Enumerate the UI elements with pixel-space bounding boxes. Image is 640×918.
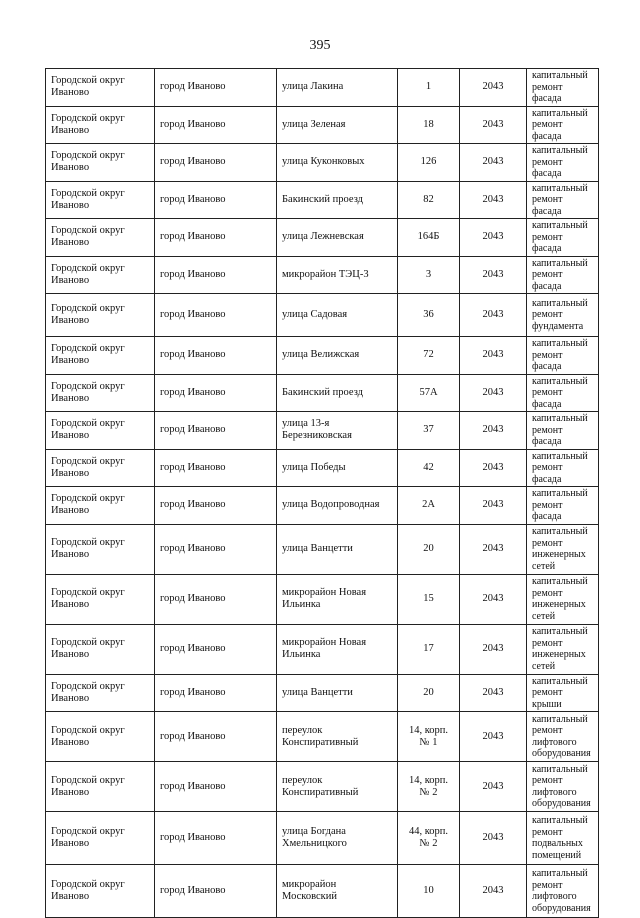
work-type-cell: капитальный ремонт фасада — [527, 219, 599, 257]
street-cell: улица Куконковых — [277, 144, 398, 182]
district-cell: Городской округ Иваново — [46, 69, 155, 107]
street-cell: улица Лежневская — [277, 219, 398, 257]
district-cell: Городской округ Иваново — [46, 106, 155, 144]
house-cell: 14, корп. № 2 — [398, 762, 460, 812]
district-cell: Городской округ Иваново — [46, 374, 155, 412]
year-cell: 2043 — [460, 219, 527, 257]
table-row — [46, 412, 599, 450]
work-type-cell: капитальный ремонт фасада — [527, 106, 599, 144]
street-cell: микрорайон Новая Ильинка — [277, 624, 398, 674]
work-type-cell: капитальный ремонт инженерных сетей — [527, 574, 599, 624]
year-cell: 2043 — [460, 412, 527, 450]
city-cell: город Иваново — [155, 69, 277, 107]
year-cell: 2043 — [460, 762, 527, 812]
year-cell: 2043 — [460, 294, 527, 337]
house-cell: 17 — [398, 624, 460, 674]
city-cell: город Иваново — [155, 865, 277, 918]
repair-schedule-table — [45, 68, 599, 918]
table-row — [46, 181, 599, 219]
street-cell: улица Велижская — [277, 337, 398, 375]
table-row — [46, 106, 599, 144]
district-cell: Городской округ Иваново — [46, 524, 155, 574]
year-cell: 2043 — [460, 181, 527, 219]
work-type-cell: капитальный ремонт подвальных помещений — [527, 812, 599, 865]
work-type-cell: капитальный ремонт фасада — [527, 412, 599, 450]
city-cell: город Иваново — [155, 412, 277, 450]
street-cell: улица Победы — [277, 449, 398, 487]
street-cell: улица Садовая — [277, 294, 398, 337]
city-cell: город Иваново — [155, 624, 277, 674]
work-type-cell: капитальный ремонт лифтового оборудования — [527, 762, 599, 812]
street-cell: переулок Конспиративный — [277, 762, 398, 812]
work-type-cell: капитальный ремонт фасада — [527, 374, 599, 412]
house-cell: 1 — [398, 69, 460, 107]
city-cell: город Иваново — [155, 674, 277, 712]
work-type-cell: капитальный ремонт фасада — [527, 69, 599, 107]
year-cell: 2043 — [460, 337, 527, 375]
street-cell: переулок Конспиративный — [277, 712, 398, 762]
street-cell: улица Лакина — [277, 69, 398, 107]
house-cell: 15 — [398, 574, 460, 624]
year-cell: 2043 — [460, 624, 527, 674]
district-cell: Городской округ Иваново — [46, 256, 155, 294]
street-cell: улица Богдана Хмельницкого — [277, 812, 398, 865]
street-cell: микрорайон ТЭЦ-3 — [277, 256, 398, 294]
city-cell: город Иваново — [155, 294, 277, 337]
table-row — [46, 69, 599, 107]
street-cell: Бакинский проезд — [277, 181, 398, 219]
work-type-cell: капитальный ремонт фасада — [527, 256, 599, 294]
year-cell: 2043 — [460, 524, 527, 574]
district-cell: Городской округ Иваново — [46, 865, 155, 918]
city-cell: город Иваново — [155, 812, 277, 865]
house-cell: 20 — [398, 524, 460, 574]
street-cell: микрорайон Московский — [277, 865, 398, 918]
work-type-cell: капитальный ремонт фасада — [527, 181, 599, 219]
year-cell: 2043 — [460, 256, 527, 294]
year-cell: 2043 — [460, 812, 527, 865]
district-cell: Городской округ Иваново — [46, 574, 155, 624]
table-row — [46, 762, 599, 812]
house-cell: 57А — [398, 374, 460, 412]
city-cell: город Иваново — [155, 256, 277, 294]
city-cell: город Иваново — [155, 374, 277, 412]
table-row — [46, 812, 599, 865]
table-row — [46, 294, 599, 337]
city-cell: город Иваново — [155, 762, 277, 812]
house-cell: 18 — [398, 106, 460, 144]
house-cell: 44, корп. № 2 — [398, 812, 460, 865]
work-type-cell: капитальный ремонт крыши — [527, 674, 599, 712]
work-type-cell: капитальный ремонт инженерных сетей — [527, 624, 599, 674]
table-row — [46, 337, 599, 375]
city-cell: город Иваново — [155, 524, 277, 574]
street-cell: улица 13-я Березниковская — [277, 412, 398, 450]
table-row — [46, 374, 599, 412]
street-cell: улица Ванцетти — [277, 674, 398, 712]
street-cell: улица Водопроводная — [277, 487, 398, 525]
year-cell: 2043 — [460, 106, 527, 144]
year-cell: 2043 — [460, 574, 527, 624]
year-cell: 2043 — [460, 144, 527, 182]
table-row — [46, 524, 599, 574]
house-cell: 14, корп. № 1 — [398, 712, 460, 762]
district-cell: Городской округ Иваново — [46, 624, 155, 674]
district-cell: Городской округ Иваново — [46, 449, 155, 487]
city-cell: город Иваново — [155, 337, 277, 375]
city-cell: город Иваново — [155, 144, 277, 182]
street-cell: улица Зеленая — [277, 106, 398, 144]
house-cell: 126 — [398, 144, 460, 182]
house-cell: 82 — [398, 181, 460, 219]
year-cell: 2043 — [460, 487, 527, 525]
street-cell: микрорайон Новая Ильинка — [277, 574, 398, 624]
house-cell: 37 — [398, 412, 460, 450]
work-type-cell: капитальный ремонт лифтового оборудования — [527, 865, 599, 918]
street-cell: улица Ванцетти — [277, 524, 398, 574]
district-cell: Городской округ Иваново — [46, 762, 155, 812]
work-type-cell: капитальный ремонт фундамента — [527, 294, 599, 337]
page-number: 395 — [309, 38, 331, 53]
table-row — [46, 674, 599, 712]
district-cell: Городской округ Иваново — [46, 712, 155, 762]
district-cell: Городской округ Иваново — [46, 181, 155, 219]
house-cell: 2А — [398, 487, 460, 525]
district-cell: Городской округ Иваново — [46, 294, 155, 337]
district-cell: Городской округ Иваново — [46, 144, 155, 182]
work-type-cell: капитальный ремонт фасада — [527, 337, 599, 375]
work-type-cell: капитальный ремонт инженерных сетей — [527, 524, 599, 574]
city-cell: город Иваново — [155, 574, 277, 624]
table-row — [46, 712, 599, 762]
city-cell: город Иваново — [155, 712, 277, 762]
work-type-cell: капитальный ремонт лифтового оборудования — [527, 712, 599, 762]
work-type-cell: капитальный ремонт фасада — [527, 144, 599, 182]
district-cell: Городской округ Иваново — [46, 412, 155, 450]
district-cell: Городской округ Иваново — [46, 674, 155, 712]
table-body — [46, 69, 599, 918]
house-cell: 72 — [398, 337, 460, 375]
district-cell: Городской округ Иваново — [46, 337, 155, 375]
district-cell: Городской округ Иваново — [46, 487, 155, 525]
house-cell: 10 — [398, 865, 460, 918]
table-row — [46, 144, 599, 182]
work-type-cell: капитальный ремонт фасада — [527, 487, 599, 525]
table-row — [46, 865, 599, 918]
year-cell: 2043 — [460, 712, 527, 762]
table-row — [46, 487, 599, 525]
house-cell: 3 — [398, 256, 460, 294]
table-row — [46, 256, 599, 294]
work-type-cell: капитальный ремонт фасада — [527, 449, 599, 487]
house-cell: 42 — [398, 449, 460, 487]
year-cell: 2043 — [460, 69, 527, 107]
table-row — [46, 624, 599, 674]
city-cell: город Иваново — [155, 219, 277, 257]
table-row — [46, 574, 599, 624]
year-cell: 2043 — [460, 449, 527, 487]
city-cell: город Иваново — [155, 449, 277, 487]
city-cell: город Иваново — [155, 487, 277, 525]
street-cell: Бакинский проезд — [277, 374, 398, 412]
table-row — [46, 449, 599, 487]
year-cell: 2043 — [460, 674, 527, 712]
city-cell: город Иваново — [155, 181, 277, 219]
year-cell: 2043 — [460, 865, 527, 918]
city-cell: город Иваново — [155, 106, 277, 144]
table-row — [46, 219, 599, 257]
house-cell: 36 — [398, 294, 460, 337]
year-cell: 2043 — [460, 374, 527, 412]
district-cell: Городской округ Иваново — [46, 219, 155, 257]
house-cell: 164Б — [398, 219, 460, 257]
house-cell: 20 — [398, 674, 460, 712]
district-cell: Городской округ Иваново — [46, 812, 155, 865]
